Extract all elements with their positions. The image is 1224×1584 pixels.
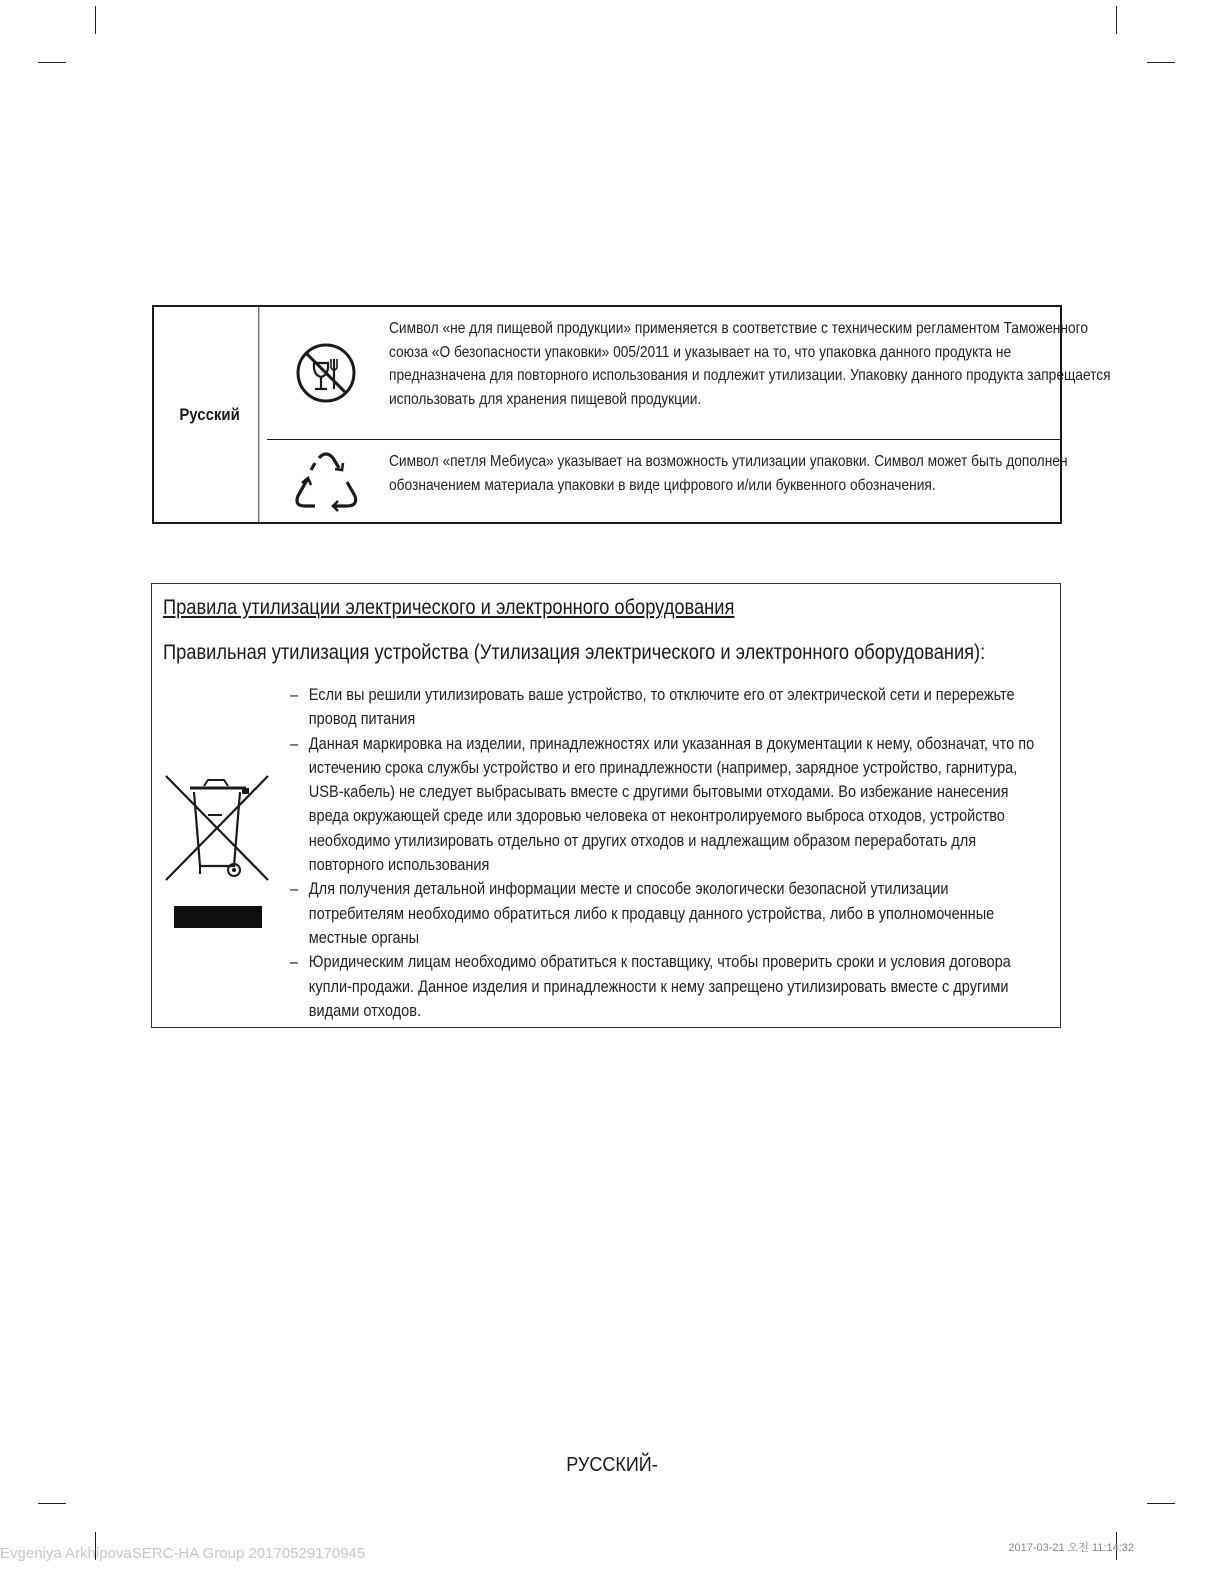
weee-disposal-section	[151, 583, 1061, 1028]
table-row	[267, 307, 1111, 440]
symbol-description: Символ «не для пищевой продукции» применяется в соответствие с техническим регламентом Таможенного союза «О безопасности упаковки» 005/2011 и указывает на то, что упаковка данного продукта не предназначена для повторного использования и подлежит утилизации. Упаковку данного продукта запрещается использовать для хранения пищевой продукции.	[389, 320, 1111, 408]
list-item: – Данная маркировка на изделии, принадлежностях или указанная в документации к нему, обозначат, что по истечению срока службы устройство и его принадлежности (например, зарядное устройство, гарнитура, USB-кабель) не следует выбрасывать вместе с другими бытовыми отходами. Во избежание нанесения вреда окружающей среде или здоровью человека от неконтролируемого выброса отходов, устройство необходимо утилизировать отдельно от других отходов и надлежащим образом переработать для повторного использования	[290, 732, 1042, 878]
crop-mark	[1147, 1503, 1175, 1504]
disposal-instructions-list	[290, 683, 1042, 1023]
crop-mark	[38, 62, 66, 63]
mobius-loop-icon	[267, 440, 385, 522]
section-title: Правила утилизации электрического и электронного оборудования	[163, 596, 735, 619]
symbol-description: Символ «петля Мебиуса» указывает на возможность утилизации упаковки. Символ может быть дополнен обозначением материала упаковки в виде цифрового и/или буквенного обозначения.	[389, 453, 1068, 494]
print-timestamp: 2017-03-21 오전 11:14:32	[1008, 1542, 1134, 1554]
list-item: – Если вы решили утилизировать ваше устройство, то отключите его от электрической сети и перережьте провод питания	[290, 683, 1042, 732]
crop-mark	[1116, 6, 1117, 34]
page-footer: РУССКИЙ-	[566, 1454, 658, 1476]
packaging-symbols-table	[152, 305, 1111, 524]
language-cell: Русский	[161, 307, 260, 522]
date-bar	[174, 906, 262, 928]
not-for-food-icon	[267, 307, 385, 439]
crop-mark	[95, 6, 96, 34]
crop-mark	[38, 1503, 66, 1504]
list-item: – Юридическим лицам необходимо обратиться к поставщику, чтобы проверить сроки и условия договора купли-продажи. Данное изделия и принадлежности к нему запрещено утилизировать вместе с другими видами отходов.	[290, 950, 1042, 1023]
crossed-bin-icon	[162, 772, 272, 889]
section-subtitle: Правильная утилизация устройства (Утилизация электрического и электронного оборудования):	[163, 641, 986, 664]
list-item: – Для получения детальной информации месте и способе экологически безопасной утилизации потребителям необходимо обратиться либо к продавцу данного устройства, либо в уполномоченные местные органы	[290, 877, 1042, 950]
crop-mark	[1147, 62, 1175, 63]
print-metadata: Evgeniya ArkhipovaSERC-HA Group 20170529170945	[0, 1545, 366, 1562]
table-row	[267, 440, 1068, 522]
